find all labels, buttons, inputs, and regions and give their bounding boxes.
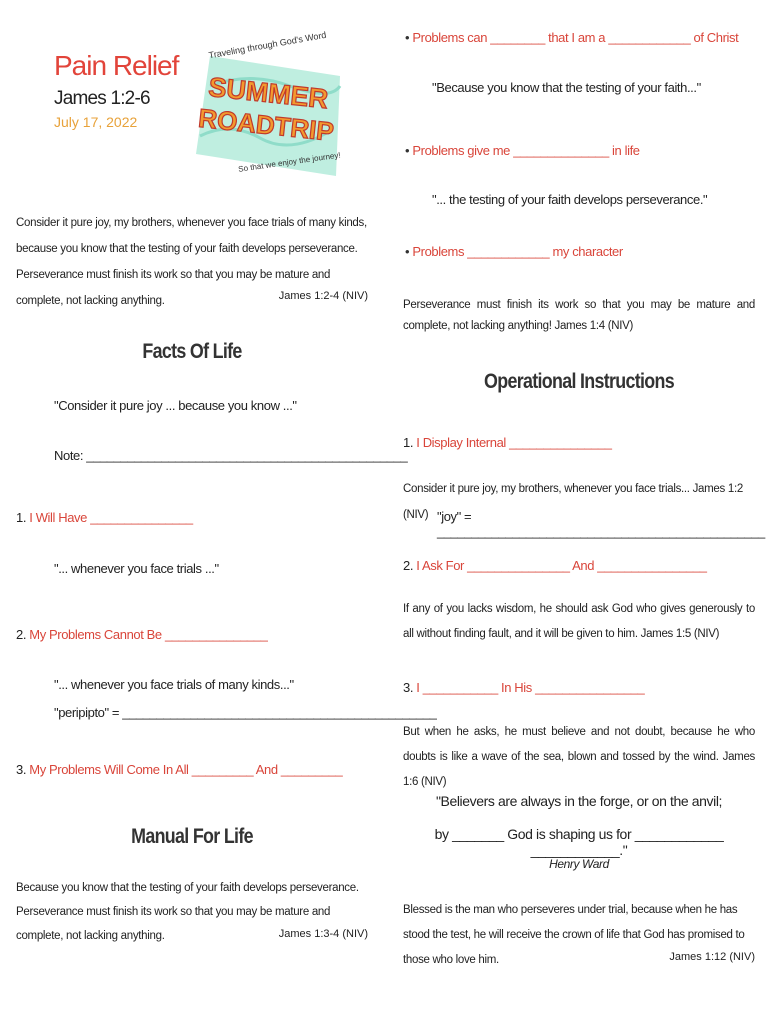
manual-passage: Because you know that the testing of your faith develops perseverance. Perseverance must finish its work so that you may be mature and complete, not lacking anything. [16,882,359,942]
quote-line-2: by _______ God is shaping us for ____________ ____________." [434,826,724,858]
bullet-dot-icon: • [405,143,410,158]
point-2-number: 2. [16,627,27,642]
facts-of-life-heading: Facts Of Life [142,340,242,363]
op-1-passage: Consider it pure joy, my brothers, whenever you face trials... James 1:2 (NIV) [403,483,743,521]
facts-quote: "Consider it pure joy ... because you know ..." [54,398,297,413]
op-3-number: 3. [403,680,414,695]
point-3 [16,762,342,777]
quote-author: Henry Ward [549,857,609,871]
point-1 [16,510,193,525]
intro-passage: Consider it pure joy, my brothers, whenever you face trials of many kinds, because you know that the testing of your faith develops perseverance. Perseverance must finish its work so that you may be mature and complete, not lacking anything. [16,217,367,307]
op-2-number: 2. [403,558,414,573]
point-2-text: My Problems Cannot Be _______________ [29,627,268,642]
op-1-number: 1. [403,435,414,450]
bullet-1 [405,30,738,45]
summer-roadtrip-logo [190,26,346,182]
logo-bottom-text: So that we enjoy the journey! [237,150,342,174]
bullet-2-quote: "... the testing of your faith develops perseverance." [432,192,708,207]
point-3-text: My Problems Will Come In All _________ And _________ [29,762,343,777]
joy-definition: "joy" = ________________________________________________ [437,509,765,539]
logo-top-text: Traveling through God's Word [207,29,328,61]
closing-passage: Blessed is the man who perseveres under trial, because when he has stood the test, he will receive the crown of life that God has promised to those who love him. [403,904,745,966]
bullet-3-text: Problems ____________ my character [412,244,623,259]
op-1 [403,435,612,450]
point-3-number: 3. [16,762,27,777]
peripipto-definition: "peripipto" = ______________________________________________ [54,705,437,720]
perseverance-passage: Perseverance must finish its work so that you may be mature and complete, not lacking anything! James 1:4 (NIV) [403,299,755,332]
logo-roadtrip: ROADTRIP [197,102,336,147]
bullet-dot-icon: • [405,30,410,45]
closing-reference: James 1:12 (NIV) [669,951,755,963]
point-1-quote: "... whenever you face trials ..." [54,561,219,576]
quote-line-1: "Believers are always in the forge, or on the anvil; [435,793,723,809]
bullet-2 [405,143,640,158]
page-title: Pain Relief [54,50,179,81]
point-1-number: 1. [16,510,27,525]
logo-summer: SUMMER [207,71,330,115]
op-2-passage: If any of you lacks wisdom, he should ask God who gives generously to all without finding fault, and it will be given to him. James 1:5 (NIV) [403,603,755,640]
point-1-text: I Will Have _______________ [29,510,193,525]
intro-reference: James 1:2-4 (NIV) [278,290,368,302]
op-3-text: I ___________ In His ________________ [416,680,645,695]
op-3-passage: But when he asks, he must believe and not doubt, because he who doubts is like a wave of the sea, blown and tossed by the wind. James 1:6 (NIV) [403,726,755,788]
bullet-2-text: Problems give me ______________ in life [412,143,640,158]
scripture-reference: James 1:2-6 [54,88,150,109]
point-2 [16,627,267,642]
op-1-text: I Display Internal _______________ [416,435,612,450]
bullet-1-text: Problems can ________ that I am a ____________ of Christ [412,30,739,45]
op-2 [403,558,707,573]
point-2-quote: "... whenever you face trials of many kinds..." [54,677,294,692]
bullet-dot-icon: • [405,244,410,259]
date: July 17, 2022 [54,114,138,130]
op-2-text: I Ask For _______________ And ________________ [416,558,707,573]
operational-instructions-heading: Operational Instructions [484,370,674,393]
note-line: Note: _______________________________________________ [54,448,408,463]
manual-reference: James 1:3-4 (NIV) [278,928,368,940]
manual-for-life-heading: Manual For Life [131,825,253,848]
bullet-1-quote: "Because you know that the testing of your faith..." [432,80,701,95]
op-3 [403,680,644,695]
bullet-3 [405,244,623,259]
